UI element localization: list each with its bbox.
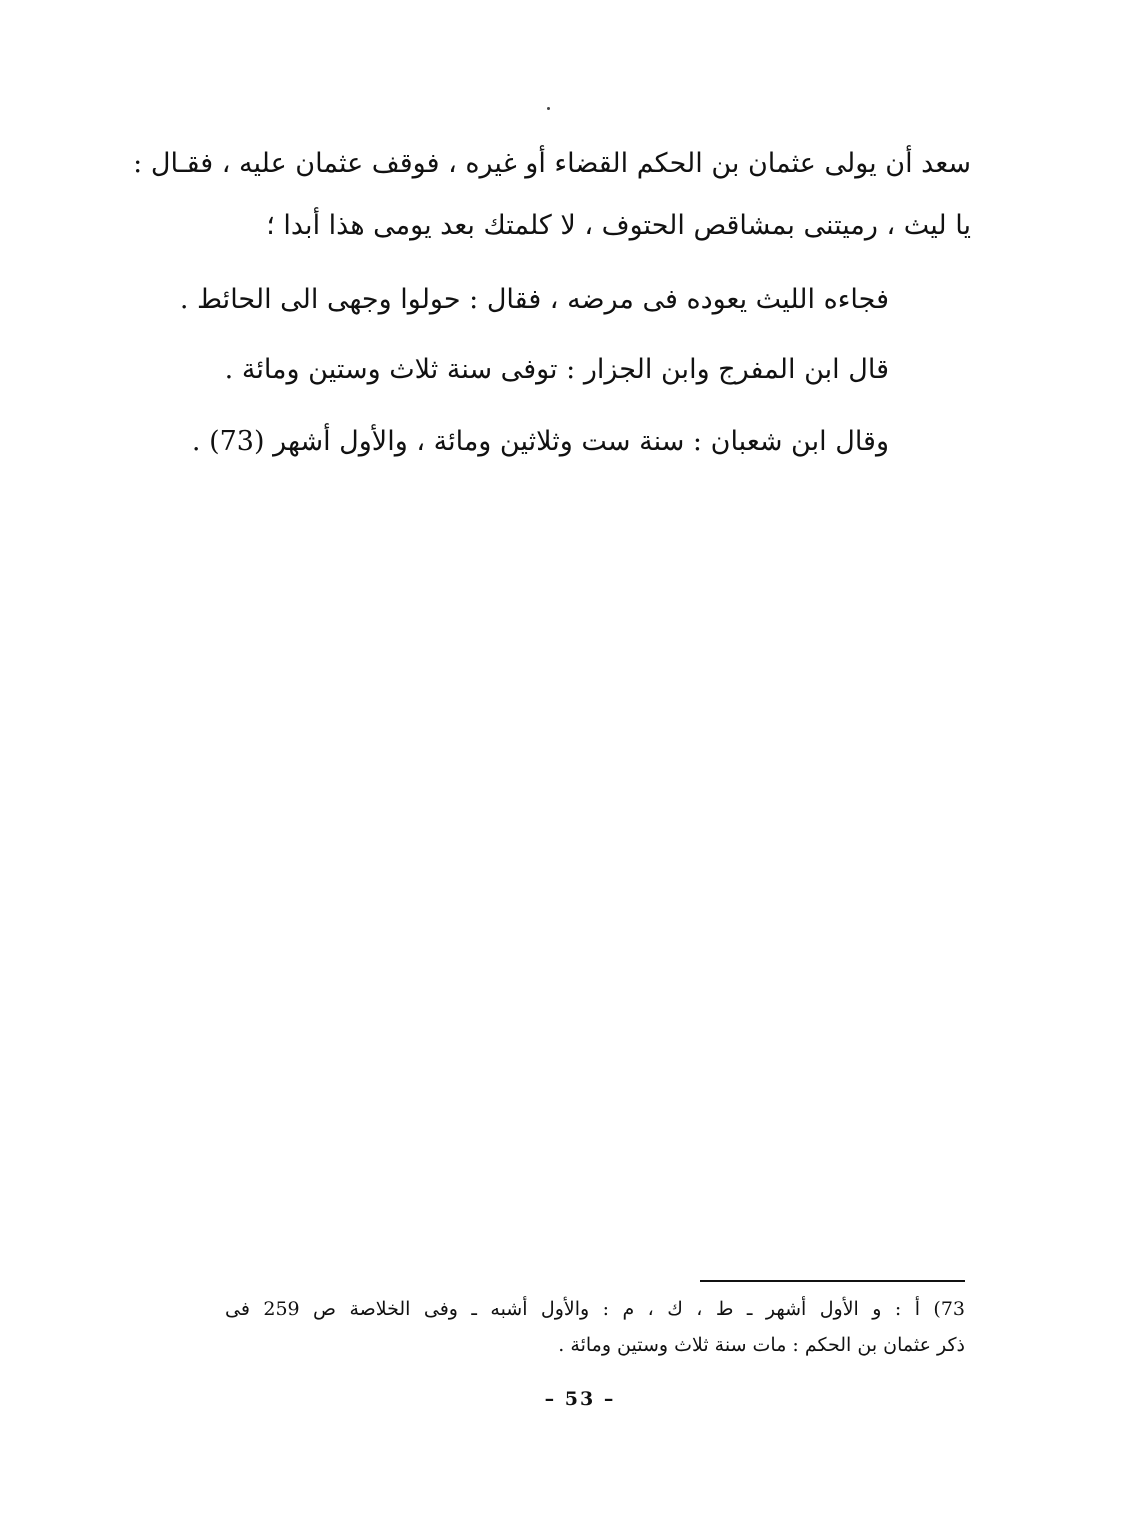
body-line-2: يا ليث ، رميتنى بمشاقص الحتوف ، لا كلمتك بعد يومى هذا أبدا ؛ bbox=[266, 210, 971, 241]
page-number: – 53 – bbox=[544, 1388, 616, 1410]
body-line-5: وقال ابن شعبان : سنة ست وثلاثين ومائة ، والأول أشهر (73) . bbox=[191, 426, 889, 457]
body-line-1: سعد أن يولى عثمان بن الحكم القضاء أو غيره ، فوقف عثمان عليه ، فقـال : bbox=[133, 148, 971, 179]
footnote-line-1: 73) أ : و الأول أشهر ـ ط ، ك ، م : والأول أشبه ـ وفى الخلاصة ص 259 فى bbox=[225, 1298, 965, 1320]
footnote-divider bbox=[700, 1280, 965, 1282]
scan-speck bbox=[547, 107, 550, 110]
body-line-4: قال ابن المفرج وابن الجزار : توفى سنة ثلاث وستين ومائة . bbox=[224, 354, 889, 385]
footnote-line-2: ذكر عثمان بن الحكم : مات سنة ثلاث وستين ومائة . bbox=[558, 1334, 965, 1356]
body-line-3: فجاءه الليث يعوده فى مرضه ، فقال : حولوا وجهى الى الحائط . bbox=[179, 284, 889, 315]
